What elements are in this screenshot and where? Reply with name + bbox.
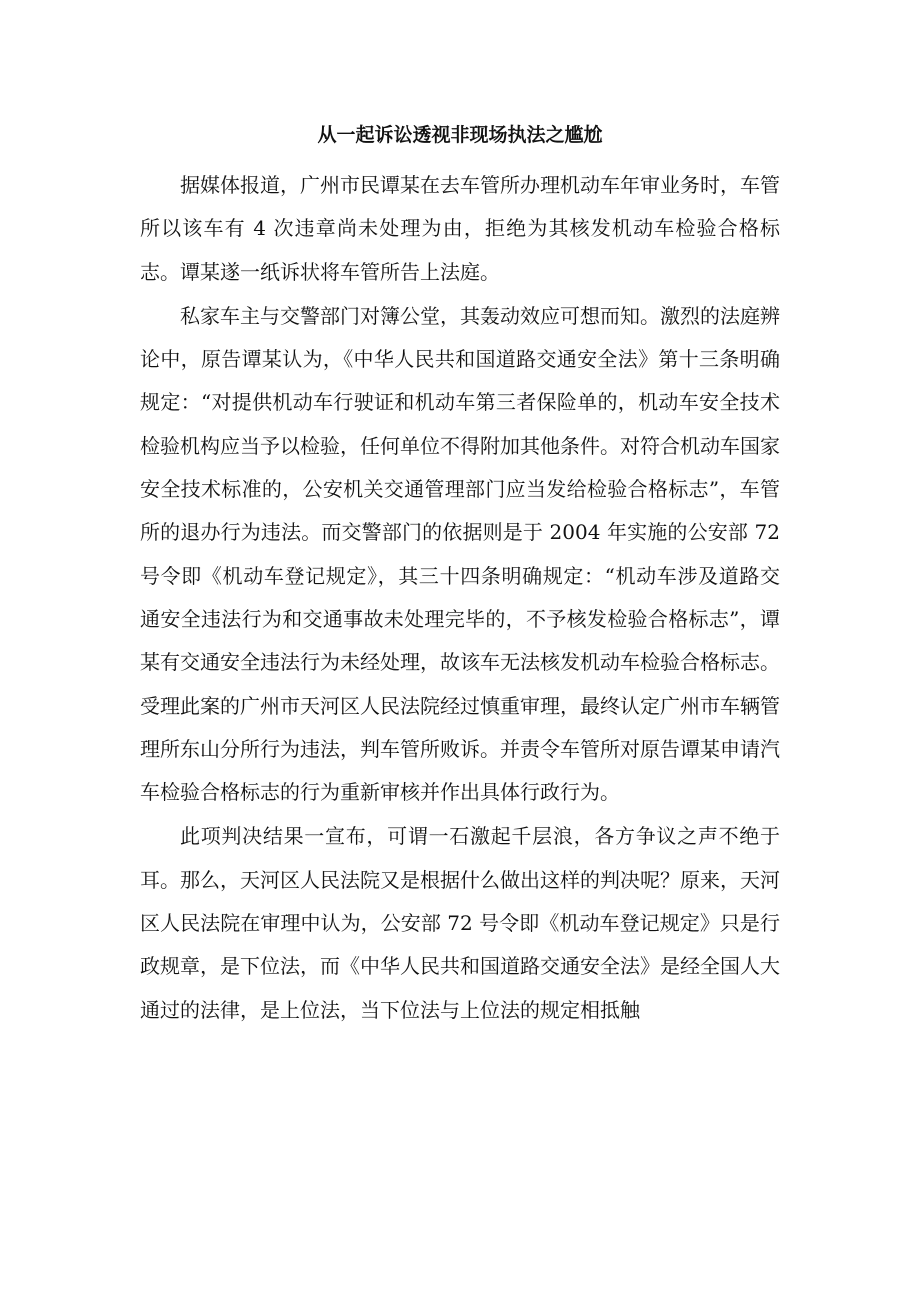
document-body	[140, 164, 780, 1033]
paragraph-2: 私家车主与交警部门对簿公堂，其轰动效应可想而知。激烈的法庭辨论中，原告谭某认为，《中华人民共和国道路交通安全法》第十三条明确规定：“对提供机动车行驶证和机动车第三者保险单的，机动车安全技术检验机构应当予以检验，任何单位不得附加其他条件。对符合机动车国家安全技术标准的，公安机关交通管理部门应当发给检验合格标志”，车管所的退办行为违法。而交警部门的依据则是于 2004 年实施的公安部 72 号令即《机动车登记规定》，其三十四条明确规定：“机动车涉及道路交通安全违法行为和交通事故未处理完毕的，不予核发检验合格标志”，谭某有交通安全违法行为未经处理，故该车无法核发机动车检验合格标志。受理此案的广州市天河区人民法院经过慎重审理，最终认定广州市车辆管理所东山分所行为违法，判车管所败诉。并责令车管所对原告谭某申请汽车检验合格标志的行为重新审核并作出具体行政行为。	[140, 303, 780, 805]
paragraph-3: 此项判决结果一宣布，可谓一石激起千层浪，各方争议之声不绝于耳。那么，天河区人民法院又是根据什么做出这样的判决呢？原来，天河区人民法院在审理中认为，公安部 72 号令即《机动车登记规定》只是行政规章，是下位法，而《中华人民共和国道路交通安全法》是经全国人大通过的法律，是上位法，当下位法与上位法的规定相抵触	[140, 824, 780, 1022]
paragraph-1: 据媒体报道，广州市民谭某在去车管所办理机动车年审业务时，车管所以该车有 4 次违章尚未处理为由，拒绝为其核发机动车检验合格标志。谭某遂一纸诉状将车管所告上法庭。	[140, 173, 780, 284]
document-title: 从一起诉讼透视非现场执法之尴尬	[317, 124, 603, 146]
